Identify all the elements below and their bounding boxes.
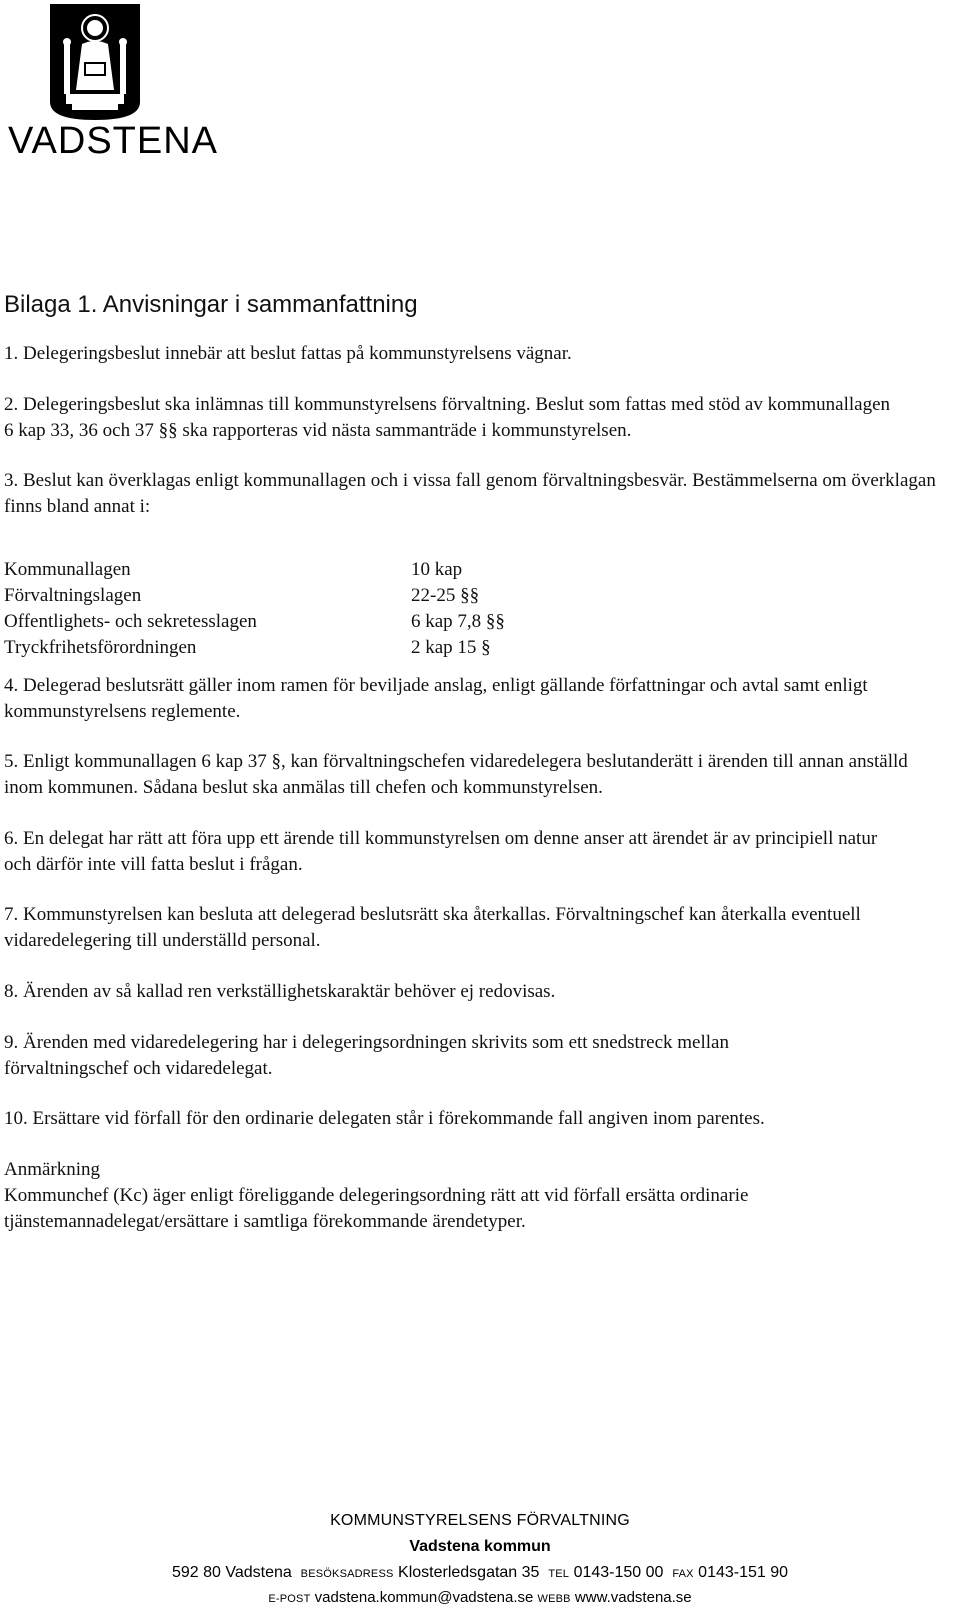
law-row	[4, 557, 604, 583]
footer-visit-address: Klosterledsgatan 35	[398, 1564, 540, 1581]
law-reference: 22-25 §§	[411, 585, 480, 606]
law-table	[4, 557, 604, 661]
law-reference: 10 kap	[411, 559, 463, 580]
remark-heading: Anmärkning	[4, 1159, 101, 1180]
footer-office: KOMMUNSTYRELSENS FÖRVALTNING	[330, 1512, 630, 1529]
law-reference: 6 kap 7,8 §§	[411, 611, 505, 632]
paragraph-10: 10. Ersättare vid förfall för den ordinarie delegaten står i förekommande fall angiven inom parentes.	[4, 1108, 765, 1129]
law-name: Tryckfrihetsförordningen	[4, 637, 197, 658]
law-row	[4, 609, 604, 635]
paragraph-6: 6. En delegat har rätt att föra upp ett ärende till kommunstyrelsen om denne anser att ärendet är av principiell natur och därför inte vill fatta beslut i frågan.	[4, 828, 878, 875]
law-name: Kommunallagen	[4, 559, 131, 580]
footer-web-label: WEBB	[537, 1593, 571, 1605]
paragraph-1: 1. Delegeringsbeslut innebär att beslut fattas på kommunstyrelsens vägnar.	[4, 343, 572, 364]
footer-fax: 0143-151 90	[698, 1564, 789, 1581]
law-row	[4, 583, 604, 609]
footer-web-line	[0, 1587, 960, 1610]
footer-contact-line	[0, 1560, 960, 1587]
footer-web-link[interactable]: www.vadstena.se	[574, 1589, 692, 1606]
footer-fax-label: FAX	[672, 1568, 694, 1580]
footer-tel-label: TEL	[548, 1568, 570, 1580]
paragraph-8: 8. Ärenden av så kallad ren verkställighetskaraktär behöver ej redovisas.	[4, 981, 556, 1002]
footer-email-link[interactable]: vadstena.kommun@vadstena.se	[314, 1589, 534, 1606]
logo-wordmark: VADSTENA	[8, 120, 219, 162]
paragraph-3: 3. Beslut kan överklagas enligt kommunallagen och i vissa fall genom förvaltningsbesvär. Bestämmelserna om överklagan finns bland annat i:	[4, 470, 936, 517]
law-row	[4, 635, 604, 661]
footer-visit-label: BESÖKSADRESS	[300, 1568, 394, 1580]
footer-municipality: Vadstena kommun	[409, 1538, 551, 1555]
paragraph-4: 4. Delegerad beslutsrätt gäller inom ramen för beviljade anslag, enligt gällande författningar och avtal samt enligt kommunstyrelsens reglemente.	[4, 675, 868, 722]
footer-postal: 592 80 Vadstena	[171, 1564, 292, 1581]
paragraph-5: 5. Enligt kommunallagen 6 kap 37 §, kan förvaltningschefen vidaredelegera beslutanderätt i ärenden till annan anställd inom kommunen. Sådana beslut ska anmälas till chefen och kommunstyrelsen.	[4, 751, 908, 798]
page-footer	[0, 1508, 960, 1610]
page-title: Bilaga 1. Anvisningar i sammanfattning	[4, 291, 418, 318]
paragraph-2: 2. Delegeringsbeslut ska inlämnas till kommunstyrelsens förvaltning. Beslut som fattas med stöd av kommunallagen 6 kap 33, 36 och 37 §§ ska rapporteras vid nästa sammanträde i kommunstyrelsen.	[4, 394, 890, 441]
remark-text: Kommunchef (Kc) äger enligt föreliggande delegeringsordning rätt att vid förfall ersätta ordinarie tjänstemannadelegat/ersättare i samtliga förekommande ärendetyper.	[4, 1185, 749, 1232]
footer-email-label: E-POST	[268, 1593, 311, 1605]
paragraph-9: 9. Ärenden med vidaredelegering har i delegeringsordningen skrivits som ett snedstreck mellan förvaltningschef och vidaredelegat.	[4, 1032, 729, 1079]
vadstena-logo	[4, 4, 219, 162]
law-name: Offentlighets- och sekretesslagen	[4, 611, 257, 632]
law-name: Förvaltningslagen	[4, 585, 142, 606]
footer-tel: 0143-150 00	[573, 1564, 664, 1581]
law-reference: 2 kap 15 §	[411, 637, 491, 658]
paragraph-7: 7. Kommunstyrelsen kan besluta att delegerad beslutsrätt ska återkallas. Förvaltningschef kan återkalla eventuell vidaredelegering till underställd personal.	[4, 904, 861, 951]
